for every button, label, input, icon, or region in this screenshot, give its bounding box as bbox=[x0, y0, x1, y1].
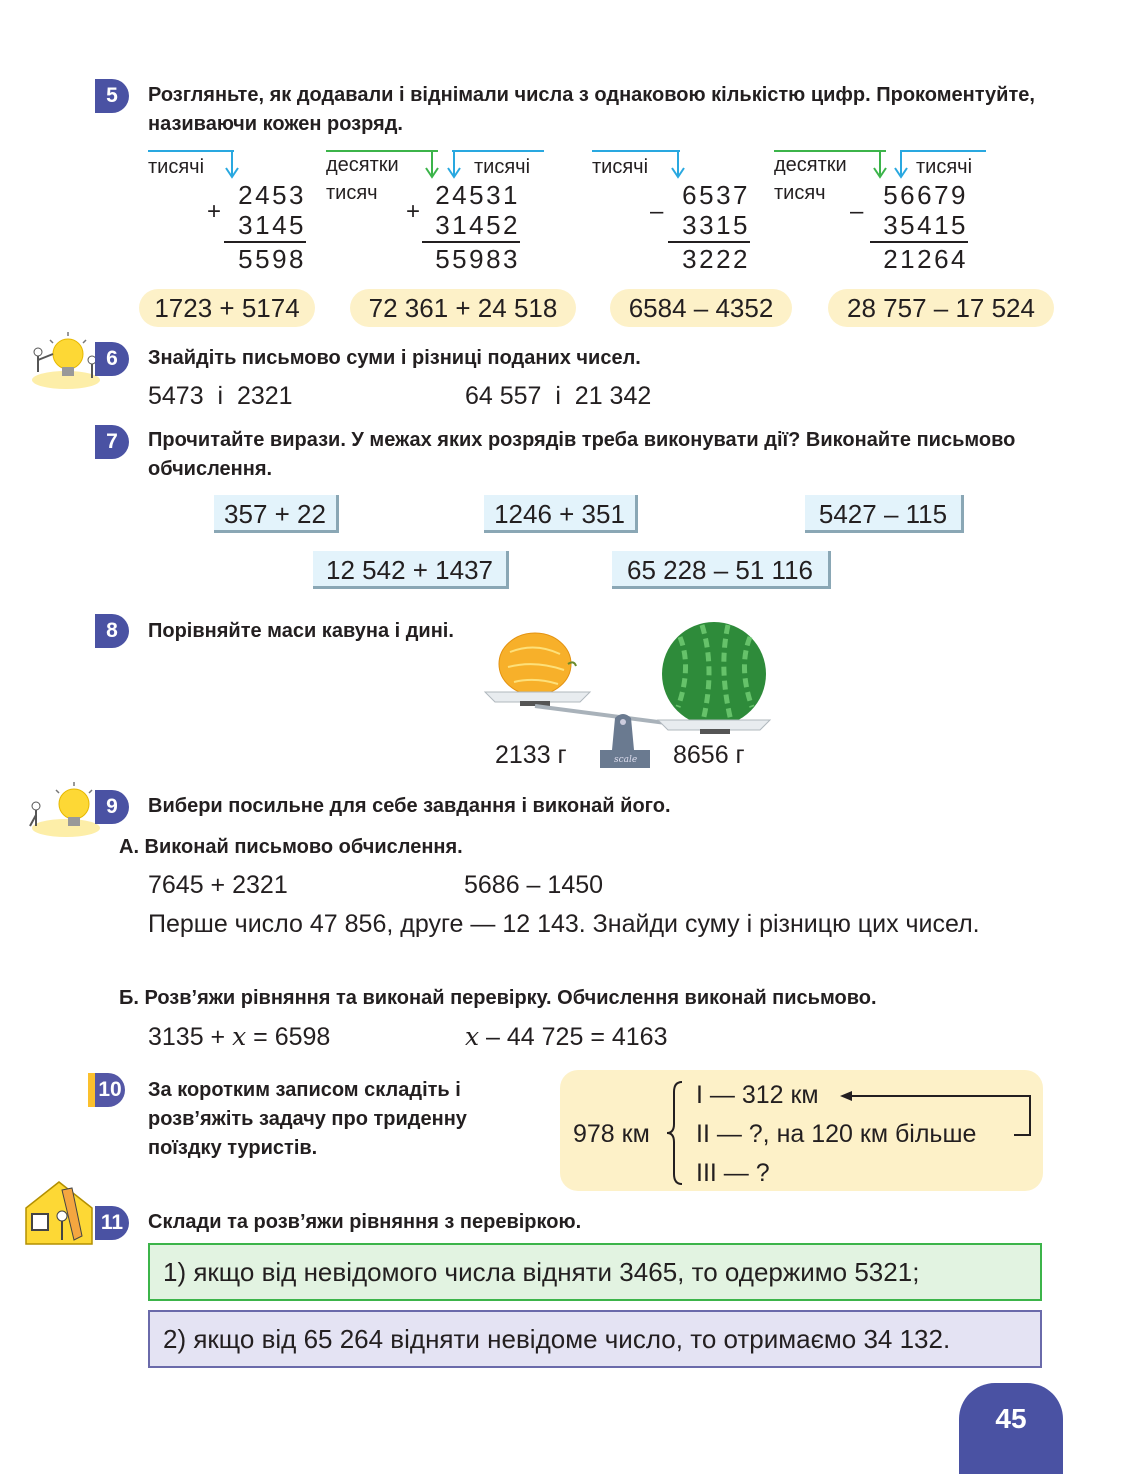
calc4-result: 21264 bbox=[883, 244, 968, 274]
exercise-pill: 28 757 – 17 524 bbox=[828, 289, 1054, 327]
relation-arrow-icon bbox=[838, 1086, 1038, 1146]
task9-part-b-title: Б. Розв’яжи рівняння та виконай перевірку. Обчислення виконай письмово. bbox=[119, 987, 877, 1009]
lightbulb-helpers-icon bbox=[22, 782, 100, 838]
task5-text: Розгляньте, як додавали і віднімали числа з однаковою кількістю цифр. Прокоментуйте, називаючи кожен розряд. bbox=[148, 84, 1035, 135]
task-number-9: 9 bbox=[95, 790, 129, 824]
calc1-result: 5598 bbox=[238, 244, 306, 274]
calc4-subtrahend: 35415 bbox=[883, 210, 968, 240]
label-thousands-gen-4: тисяч bbox=[774, 182, 826, 204]
label-thousands-4: тисячі bbox=[916, 156, 973, 178]
calc4-line bbox=[870, 241, 968, 243]
exercise-pill: 6584 – 4352 bbox=[610, 289, 792, 327]
bracket-line bbox=[148, 150, 234, 152]
task-number-6: 6 bbox=[95, 342, 129, 376]
bracket-line bbox=[900, 150, 986, 152]
total-distance-label: 978 км bbox=[573, 1120, 650, 1148]
arrow-down-icon bbox=[424, 150, 440, 180]
page-number: 45 bbox=[995, 1403, 1027, 1434]
task6-text: Знайдіть письмово суми і різниці поданих чисел. bbox=[148, 347, 641, 369]
calc2-line bbox=[422, 241, 520, 243]
calc1-addend-b: 3145 bbox=[238, 210, 306, 240]
calc2-result: 55983 bbox=[435, 244, 520, 274]
calc3-subtrahend: 3315 bbox=[682, 210, 750, 240]
task9-part-a-problem: Перше число 47 856, друге — 12 143. Знайди суму і різницю цих чисел. bbox=[148, 910, 980, 938]
label-thousands-1: тисячі bbox=[148, 156, 205, 178]
calc4-minuend: 56679 bbox=[883, 180, 968, 210]
task-number-8: 8 bbox=[95, 614, 129, 648]
bracket-line bbox=[326, 150, 438, 152]
svg-text:scale: scale bbox=[614, 755, 638, 765]
task9-part-a-ex2: 5686 – 1450 bbox=[464, 871, 604, 899]
calc3-result: 3222 bbox=[682, 244, 750, 274]
calc2-addend-b: 31452 bbox=[435, 210, 520, 240]
expression-box: 12 542 + 1437 bbox=[313, 551, 509, 589]
label-tens-2: десятки bbox=[326, 154, 399, 176]
plus-sign: + bbox=[207, 198, 222, 225]
melon-mass-label: 2133 г bbox=[495, 741, 567, 769]
label-tens-4: десятки bbox=[774, 154, 847, 176]
task9-part-a-title: А. Виконай письмово обчислення. bbox=[119, 836, 463, 858]
task-number-11: 11 bbox=[95, 1206, 129, 1240]
equation-condition-2: 2) якщо від 65 264 відняти невідоме число, то отримаємо 34 132. bbox=[148, 1310, 1042, 1368]
bracket-line bbox=[592, 150, 680, 152]
exercise-pill: 72 361 + 24 518 bbox=[350, 289, 576, 327]
equation-condition-1: 1) якщо від невідомого числа відняти 3465, то одержимо 5321; bbox=[148, 1243, 1042, 1301]
task8-text: Порівняйте маси кавуна і дині. bbox=[148, 620, 454, 642]
task11-text: Склади та розв’яжи рівняння з перевіркою. bbox=[148, 1211, 582, 1233]
day-1-label: І — 312 км bbox=[696, 1081, 819, 1109]
expression-box: 1246 + 351 bbox=[484, 495, 638, 533]
task7-text: Прочитайте вирази. У межах яких розрядів треба виконувати дії? Виконайте письмово обчислення. bbox=[148, 429, 1016, 480]
task6-pair-1: 5473 і 2321 bbox=[148, 382, 293, 410]
expression-box: 357 + 22 bbox=[214, 495, 339, 533]
arrow-down-icon bbox=[224, 150, 240, 180]
label-thousands-3: тисячі bbox=[592, 156, 649, 178]
exercise-pill: 1723 + 5174 bbox=[139, 289, 315, 327]
task6-pair-2: 64 557 і 21 342 bbox=[465, 382, 652, 410]
bracket-line bbox=[452, 150, 544, 152]
day-2-label: ІІ — ?, на 120 км більше bbox=[696, 1120, 977, 1148]
label-thousands-2: тисячі bbox=[474, 156, 531, 178]
plus-sign: + bbox=[406, 198, 421, 225]
expression-box: 5427 – 115 bbox=[805, 495, 964, 533]
task-number-10: 10 bbox=[88, 1073, 125, 1107]
label-thousands-gen-2: тисяч bbox=[326, 182, 378, 204]
calc1-addend-a: 2453 bbox=[238, 180, 306, 210]
task9-part-a-ex1: 7645 + 2321 bbox=[148, 871, 288, 899]
arrow-down-icon bbox=[670, 150, 686, 180]
arrow-down-icon bbox=[446, 150, 462, 180]
task-number-5: 5 bbox=[95, 79, 129, 113]
curly-brace-icon bbox=[664, 1078, 686, 1188]
task-number-7: 7 bbox=[95, 425, 129, 459]
house-pencil-icon bbox=[24, 1180, 94, 1246]
minus-sign: – bbox=[850, 198, 864, 225]
task9-text: Вибери посильне для себе завдання і виконай його. bbox=[148, 795, 671, 817]
task10-text: За коротким записом складіть і розв’яжіть задачу про триденну поїздку туристів. bbox=[148, 1079, 467, 1159]
calc1-line bbox=[224, 241, 306, 243]
expression-box: 65 228 – 51 116 bbox=[612, 551, 831, 589]
minus-sign: – bbox=[650, 198, 664, 225]
lightbulb-helpers-icon bbox=[22, 330, 100, 390]
task9-equation-1: 3135 + x = 6598 bbox=[148, 1022, 331, 1051]
calc2-addend-a: 24531 bbox=[435, 180, 520, 210]
calc3-minuend: 6537 bbox=[682, 180, 750, 210]
day-3-label: ІІІ — ? bbox=[696, 1159, 770, 1187]
watermelon-mass-label: 8656 г bbox=[673, 741, 745, 769]
arrow-down-icon bbox=[893, 150, 909, 180]
bracket-line bbox=[774, 150, 886, 152]
task9-equation-2: x – 44 725 = 4163 bbox=[465, 1022, 668, 1051]
arrow-down-icon bbox=[872, 150, 888, 180]
calc3-line bbox=[668, 241, 750, 243]
